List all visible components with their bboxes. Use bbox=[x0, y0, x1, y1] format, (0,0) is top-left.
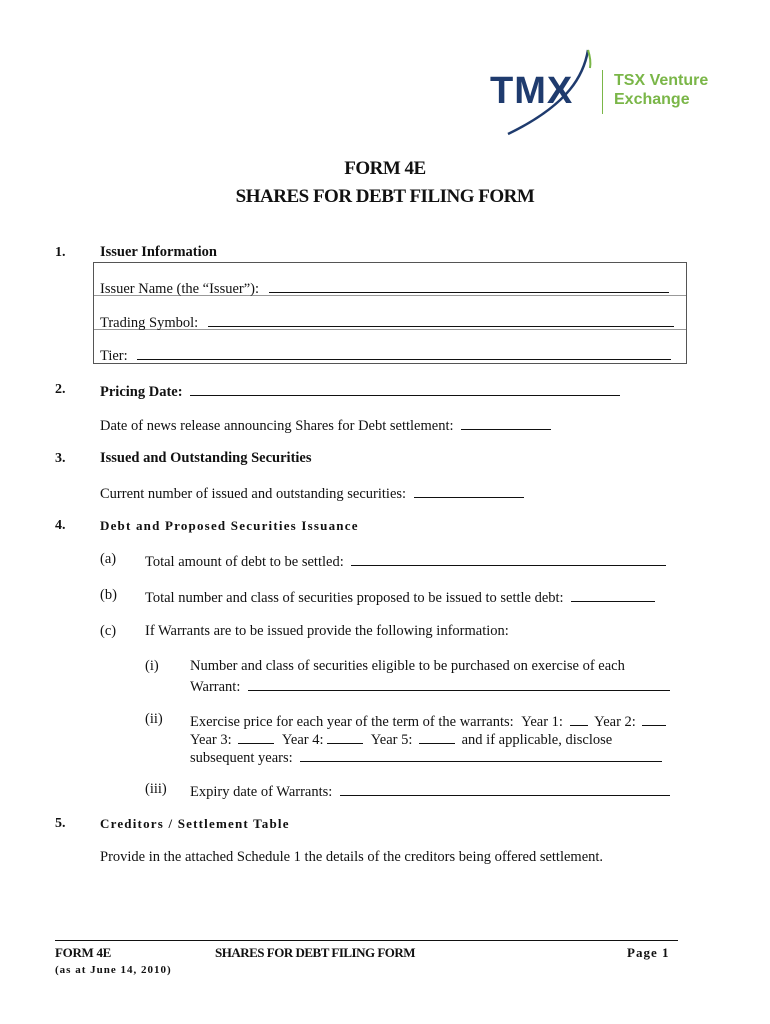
exchange-name-line1: TSX Venture bbox=[614, 72, 709, 89]
issuer-name-field[interactable] bbox=[269, 278, 669, 293]
item-b-row bbox=[145, 587, 655, 607]
item-i-label: (i) bbox=[145, 658, 159, 674]
news-release-date-field[interactable] bbox=[461, 415, 551, 430]
tmx-brand-text: TMX bbox=[490, 70, 574, 112]
issuer-name-label: Issuer Name (the “Issuer”): bbox=[100, 281, 260, 297]
year-5-field[interactable] bbox=[419, 729, 455, 744]
current-securities-field[interactable] bbox=[414, 483, 524, 498]
year-4-label: Year 4: bbox=[281, 732, 324, 748]
section-4-title: Debt and Proposed Securities Issuance bbox=[100, 518, 359, 533]
news-release-row bbox=[100, 415, 551, 435]
section-5-title: Creditors / Settlement Table bbox=[100, 816, 290, 831]
year-4-field[interactable] bbox=[327, 729, 363, 744]
current-securities-row bbox=[100, 483, 524, 503]
current-securities-label: Current number of issued and outstanding securities: bbox=[100, 486, 407, 502]
item-a-label: (a) bbox=[100, 551, 117, 567]
year-3-field[interactable] bbox=[238, 729, 274, 744]
pricing-date-row bbox=[100, 381, 620, 401]
year-3-label: Year 3: bbox=[190, 732, 232, 748]
warrant-class-label-line2: Warrant: bbox=[190, 679, 241, 695]
section-5-number: 5. bbox=[55, 816, 66, 831]
issuer-name-row bbox=[100, 278, 669, 298]
debt-amount-label: Total amount of debt to be settled: bbox=[145, 554, 344, 570]
warrant-class-field[interactable] bbox=[248, 676, 670, 691]
trading-symbol-row bbox=[100, 312, 674, 332]
year-5-label: Year 5: bbox=[370, 732, 413, 748]
tier-label: Tier: bbox=[100, 348, 128, 364]
if-applicable-text: and if applicable, disclose bbox=[461, 732, 613, 748]
item-c-label: (c) bbox=[100, 623, 117, 639]
exercise-price-row-1 bbox=[190, 711, 666, 731]
footer-form-title: SHARES FOR DEBT FILING FORM bbox=[215, 945, 416, 960]
year-2-label: Year 2: bbox=[594, 714, 636, 730]
footer-form-number: FORM 4E bbox=[55, 945, 112, 960]
trading-symbol-label: Trading Symbol: bbox=[100, 315, 199, 331]
footer-page-number: Page 1 bbox=[627, 945, 670, 960]
section-4-number: 4. bbox=[55, 518, 66, 533]
footer-rule bbox=[55, 940, 678, 941]
year-1-field[interactable] bbox=[570, 711, 588, 726]
warrants-intro: If Warrants are to be issued provide the following information: bbox=[145, 623, 509, 639]
tmx-logo bbox=[490, 44, 710, 136]
section-5-text: Provide in the attached Schedule 1 the details of the creditors being offered settlement. bbox=[100, 849, 604, 865]
expiry-date-label: Expiry date of Warrants: bbox=[190, 784, 333, 800]
section-1-number: 1. bbox=[55, 245, 66, 260]
warrant-class-label-line1: Number and class of securities eligible to be purchased on exercise of each bbox=[190, 658, 625, 674]
subsequent-years-field[interactable] bbox=[300, 747, 662, 762]
expiry-date-row bbox=[190, 781, 670, 801]
subsequent-years-label: subsequent years: bbox=[190, 750, 293, 766]
section-3-title: Issued and Outstanding Securities bbox=[100, 450, 312, 466]
year-1-label: Year 1: bbox=[521, 714, 563, 730]
exercise-price-label: Exercise price for each year of the term of the warrants: bbox=[190, 714, 514, 730]
year-2-field[interactable] bbox=[642, 711, 666, 726]
tier-field[interactable] bbox=[137, 345, 671, 360]
section-3-number: 3. bbox=[55, 451, 66, 466]
form-number-title: FORM 4E bbox=[344, 158, 426, 179]
exchange-name-line2: Exchange bbox=[614, 91, 690, 108]
exercise-price-row-3 bbox=[190, 747, 662, 767]
exercise-price-row-2 bbox=[190, 729, 612, 749]
form-title: SHARES FOR DEBT FILING FORM bbox=[235, 186, 535, 207]
item-iii-label: (iii) bbox=[145, 781, 167, 797]
section-1-title: Issuer Information bbox=[100, 244, 217, 260]
pricing-date-label: Pricing Date: bbox=[100, 384, 183, 400]
item-a-row bbox=[145, 551, 666, 571]
securities-to-issue-label: Total number and class of securities proposed to be issued to settle debt: bbox=[145, 590, 564, 606]
warrant-class-row bbox=[190, 676, 670, 696]
tier-row bbox=[100, 345, 671, 365]
footer-as-at-date: (as at June 14, 2010) bbox=[55, 964, 172, 976]
section-2-number: 2. bbox=[55, 382, 66, 397]
news-release-label: Date of news release announcing Shares for Debt settlement: bbox=[100, 418, 454, 434]
securities-to-issue-field[interactable] bbox=[571, 587, 655, 602]
trading-symbol-field[interactable] bbox=[208, 312, 674, 327]
item-b-label: (b) bbox=[100, 587, 117, 603]
pricing-date-field[interactable] bbox=[190, 381, 620, 396]
item-ii-label: (ii) bbox=[145, 711, 163, 727]
expiry-date-field[interactable] bbox=[340, 781, 670, 796]
debt-amount-field[interactable] bbox=[351, 551, 666, 566]
logo-divider bbox=[602, 70, 603, 114]
